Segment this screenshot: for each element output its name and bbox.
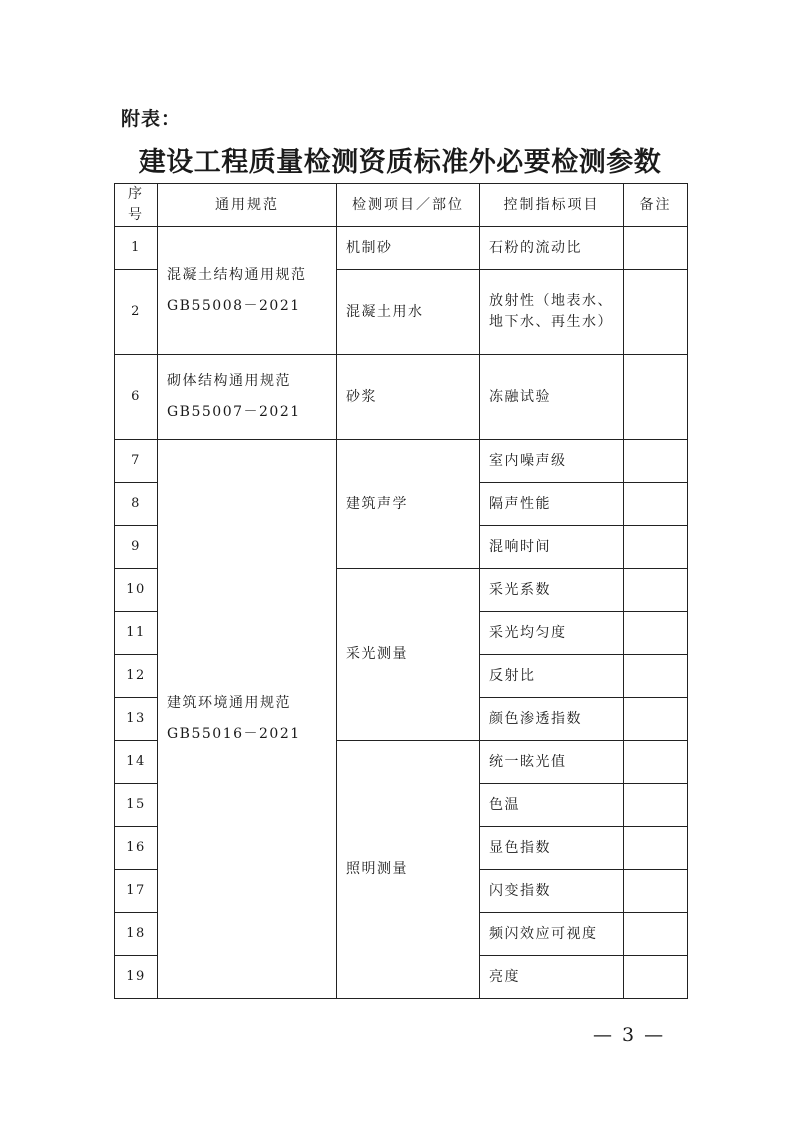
row-serial-no: 18 — [115, 913, 158, 956]
indicator-cell: 统一眩光值 — [480, 741, 624, 784]
row-serial-no: 17 — [115, 870, 158, 913]
remarks-cell — [624, 870, 688, 913]
row-serial-no: 19 — [115, 956, 158, 999]
remarks-cell — [624, 483, 688, 526]
row-serial-no: 1 — [115, 227, 158, 270]
remarks-cell — [624, 227, 688, 270]
remarks-cell — [624, 741, 688, 784]
row-serial-no: 15 — [115, 784, 158, 827]
standard-cell — [158, 227, 337, 355]
remarks-cell — [624, 827, 688, 870]
row-serial-no: 11 — [115, 612, 158, 655]
remarks-cell — [624, 355, 688, 440]
row-serial-no: 9 — [115, 526, 158, 569]
test-item-cell: 机制砂 — [337, 227, 480, 270]
standard-code: GB55007－2021 — [167, 404, 301, 420]
standard-name: 建筑环境通用规范 — [167, 695, 291, 711]
table-row — [115, 440, 688, 483]
indicator-cell: 频闪效应可视度 — [480, 913, 624, 956]
indicator-cell: 颜色渗透指数 — [480, 698, 624, 741]
appendix-label: 附表： — [121, 108, 182, 130]
table-row — [115, 355, 688, 440]
standard-code: GB55008－2021 — [167, 297, 301, 314]
indicator-cell: 混响时间 — [480, 526, 624, 569]
header-serial-no: 序号 — [115, 184, 158, 227]
remarks-cell — [624, 784, 688, 827]
header-remarks: 备注 — [624, 184, 688, 227]
row-serial-no: 12 — [115, 655, 158, 698]
row-serial-no: 2 — [115, 270, 158, 355]
row-serial-no: 10 — [115, 569, 158, 612]
header-indicator: 控制指标项目 — [480, 184, 624, 227]
indicator-cell: 室内噪声级 — [480, 440, 624, 483]
remarks-cell — [624, 526, 688, 569]
page-number: — 3 — — [593, 1024, 666, 1046]
remarks-cell — [624, 270, 688, 355]
indicator-cell: 显色指数 — [480, 827, 624, 870]
row-serial-no: 14 — [115, 741, 158, 784]
parameters-table — [114, 183, 688, 999]
remarks-cell — [624, 612, 688, 655]
header-standard: 通用规范 — [158, 184, 337, 227]
indicator-cell: 石粉的流动比 — [480, 227, 624, 270]
indicator-cell: 闪变指数 — [480, 870, 624, 913]
table-header-row — [115, 184, 688, 227]
test-item-cell: 照明测量 — [337, 741, 480, 999]
row-serial-no: 6 — [115, 355, 158, 440]
remarks-cell — [624, 569, 688, 612]
standard-cell — [158, 440, 337, 999]
remarks-cell — [624, 440, 688, 483]
test-item-cell: 砂浆 — [337, 355, 480, 440]
indicator-cell: 反射比 — [480, 655, 624, 698]
indicator-cell: 放射性（地表水、地下水、再生水） — [480, 270, 624, 355]
remarks-cell — [624, 913, 688, 956]
table-row — [115, 227, 688, 270]
row-serial-no: 7 — [115, 440, 158, 483]
indicator-cell: 冻融试验 — [480, 355, 624, 440]
standard-name: 砌体结构通用规范 — [167, 373, 291, 389]
standard-cell — [158, 355, 337, 440]
indicator-cell: 隔声性能 — [480, 483, 624, 526]
header-test-item: 检测项目／部位 — [337, 184, 480, 227]
row-serial-no: 8 — [115, 483, 158, 526]
remarks-cell — [624, 655, 688, 698]
standard-name: 混凝土结构通用规范 — [167, 266, 307, 283]
remarks-cell — [624, 956, 688, 999]
standard-code: GB55016－2021 — [167, 726, 301, 742]
row-serial-no: 13 — [115, 698, 158, 741]
indicator-cell: 采光均匀度 — [480, 612, 624, 655]
row-serial-no: 16 — [115, 827, 158, 870]
indicator-cell: 色温 — [480, 784, 624, 827]
test-item-cell: 混凝土用水 — [337, 270, 480, 355]
test-item-cell: 建筑声学 — [337, 440, 480, 569]
remarks-cell — [624, 698, 688, 741]
indicator-cell: 亮度 — [480, 956, 624, 999]
document-title: 建设工程质量检测资质标准外必要检测参数 — [138, 147, 662, 178]
test-item-cell: 采光测量 — [337, 569, 480, 741]
indicator-cell: 采光系数 — [480, 569, 624, 612]
